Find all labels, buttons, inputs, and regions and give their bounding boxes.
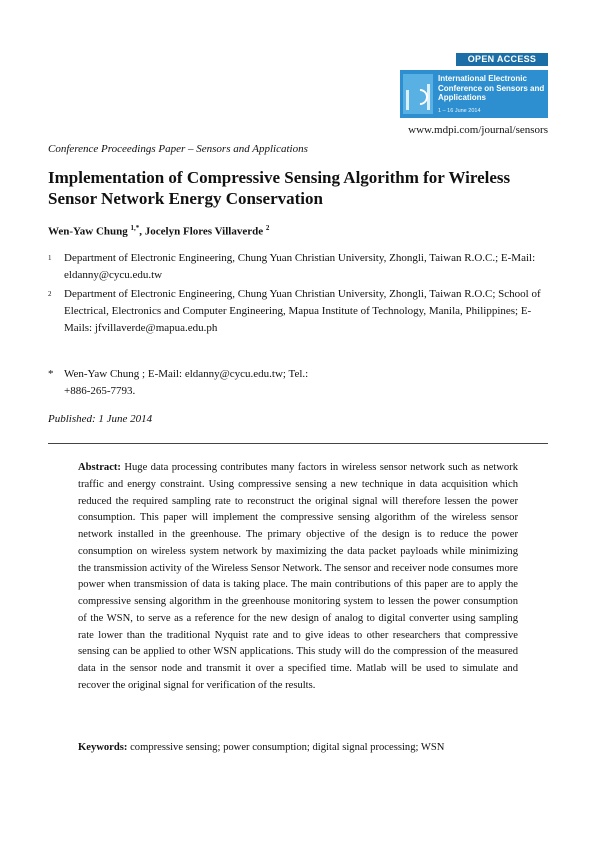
affiliation-number: 2 xyxy=(48,290,52,298)
affiliation-text: Department of Electronic Engineering, Chung Yuan Christian University, Zhongli, Taiwan R.O.C; School of Electrical, Electronics and Computer Engineering, Mapua Institute of Technology, Manila, Philippines; E-Mails: jfvillaverde@mapua.edu.ph xyxy=(64,288,541,334)
keywords xyxy=(78,742,518,753)
abstract xyxy=(78,460,518,695)
author-affiliation-marker: 2 xyxy=(265,224,270,232)
conference-logo-icon xyxy=(403,74,433,114)
banner-title: International Electronic Conference on Sensors and Applications xyxy=(438,74,545,102)
correspondence-marker: * xyxy=(48,368,54,380)
open-access-badge: OPEN ACCESS xyxy=(456,53,548,66)
conference-banner[interactable] xyxy=(400,70,548,118)
author-name: Wen-Yaw Chung xyxy=(48,225,128,238)
affiliation-2 xyxy=(48,286,558,337)
author-separator: , xyxy=(139,225,145,238)
affiliation-text: Department of Electronic Engineering, Chung Yuan Christian University, Zhongli, Taiwan R.O.C.; E-Mail: eldanny@cycu.edu.tw xyxy=(64,252,536,281)
paper-title: Implementation of Compressive Sensing Algorithm for Wireless Sensor Network Energy Conservation xyxy=(48,168,511,208)
published-date: Published: 1 June 2014 xyxy=(48,413,153,425)
keywords-label: Keywords: xyxy=(78,742,128,753)
abstract-label: Abstract: xyxy=(78,462,121,473)
keywords-text: compressive sensing; power consumption; digital signal processing; WSN xyxy=(130,742,445,753)
author-affiliation-marker: 1, xyxy=(130,224,136,232)
author-list xyxy=(48,224,269,238)
abstract-text: Huge data processing contributes many factors in wireless sensor network such as network traffic and energy constraint. Using compressive sensing a new technique in data acquisition which reduced the required sampling rate to reconstruct the original signal will therefore lessen the power consumption. This paper will implement the compressive sensing algorithm of the wireless sensor network installed in the greenhouse. The primary objective of the design is to reduce the power consumption on wireless system network by maximizing the data packet payloads while minimizing the transmission activity of the Wireless Sensor Network. The sensor and receiver node consumes more power when transmission of data is taking place. The main contributions of this paper are to apply the compressive sensing algorithm in the greenhouse monitoring system to lessen the power consumption of the WSN, to serve as a reference for the new design of analog to digital converter using sampling rate lower than the traditional Nyquist rate and to give ideas to other researchers that compressive sensing can be applied to other WSN applications. This study will do the compression of the measured data in the sensor node and transmit it over a specified time. Matlab will be used to simulate and recover the original signal for verification of the results. xyxy=(78,462,518,691)
section-divider xyxy=(48,443,548,444)
corresponding-author-marker: * xyxy=(135,224,140,232)
paper-category: Conference Proceedings Paper – Sensors and Applications xyxy=(48,143,308,155)
correspondence-text: Wen-Yaw Chung ; E-Mail: eldanny@cycu.edu.tw; Tel.: +886-265-7793. xyxy=(64,368,309,397)
banner-date: 1 – 16 June 2014 xyxy=(438,108,481,114)
author-name: Jocelyn Flores Villaverde xyxy=(144,225,264,238)
journal-url-link[interactable]: www.mdpi.com/journal/sensors xyxy=(408,124,548,136)
affiliation-1 xyxy=(48,250,558,284)
correspondence xyxy=(48,366,548,400)
affiliation-number: 1 xyxy=(48,254,52,262)
